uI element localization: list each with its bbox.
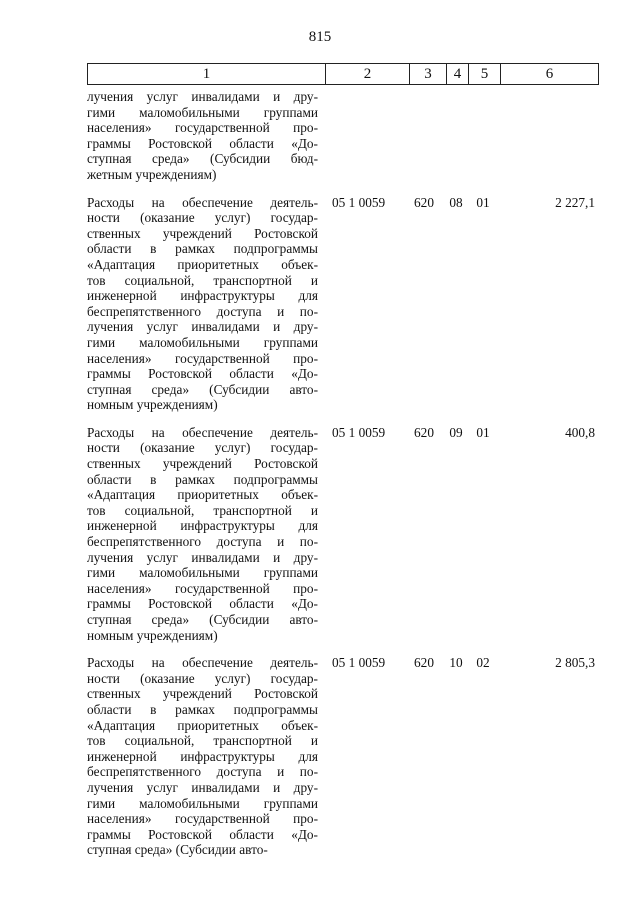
description-line: ственных учреждений Ростовской [87,686,318,702]
table-row [87,195,599,413]
description-line: ности (оказание услуг) государ- [87,440,318,456]
row-pr: 01 [476,424,490,440]
description-line: гими маломобильными группами [87,565,318,581]
header-col-1: 1 [202,66,211,82]
description-line: лучения услуг инвалидами и дру- [87,89,318,104]
description-line: населения» государственной про- [87,350,318,366]
header-col-5: 5 [468,64,500,84]
description-line: ступная среда» (Субсидии авто- [87,381,318,397]
description-line: «Адаптация приоритетных объек- [87,256,318,272]
description-line: гими маломобильными группами [87,334,318,350]
table-row [87,655,599,858]
description-line: беспрепятственного доступа и по- [87,303,318,319]
row-code: 05 1 0059 [332,424,386,440]
description-line: граммы Ростовской области «До- [87,135,318,151]
row-description [87,655,318,858]
table-header [87,63,599,85]
row-rz: 09 [449,424,463,440]
header-col-3: 3 [409,64,446,84]
description-line: области в рамках подпрограммы [87,701,318,717]
row-code: 05 1 0059 [332,655,386,671]
row-description [87,195,318,413]
description-line: населения» государственной про- [87,580,318,596]
description-line: населения» государственной про- [87,120,318,136]
description-line: инженерной инфраструктуры для [87,288,318,304]
description-line: гими маломобильными группами [87,104,318,120]
description-line: лучения услуг инвалидами и дру- [87,319,318,335]
row-pr: 01 [476,194,490,210]
description-line: лучения услуг инвалидами и дру- [87,779,318,795]
description-line: инженерной инфраструктуры для [87,518,318,534]
row-pr: 02 [476,655,490,671]
description-line: ственных учреждений Ростовской [87,456,318,472]
row-amount: 400,8 [565,424,595,440]
description-line: граммы Ростовской области «До- [87,596,318,612]
description-line: номным учреждениям) [87,397,218,413]
row-vr: 620 [414,194,434,210]
description-line: ступная среда» (Субсидии бюд- [87,151,318,167]
description-line: жетным учреждениям) [87,166,217,182]
description-line: ступная среда» (Субсидии авто- [87,842,268,858]
description-line: Расходы на обеспечение деятель- [87,194,318,210]
row-vr: 620 [414,655,434,671]
header-col-6: 6 [500,64,598,84]
description-line: номным учреждениям) [87,627,218,643]
row-rz: 10 [449,655,463,671]
table-row [87,425,599,643]
description-line: «Адаптация приоритетных объек- [87,717,318,733]
description-line: Расходы на обеспечение деятель- [87,655,318,671]
description-line: беспрепятственного доступа и по- [87,764,318,780]
description-line: беспрепятственного доступа и по- [87,534,318,550]
table-body [87,89,599,870]
description-line: ности (оказание услуг) государ- [87,210,318,226]
description-line: гими маломобильными группами [87,795,318,811]
header-col-4: 4 [446,64,468,84]
row-vr: 620 [414,424,434,440]
row-code: 05 1 0059 [332,194,386,210]
page-number: 815 [308,29,332,45]
description-line: граммы Ростовской области «До- [87,826,318,842]
header-col-2: 2 [325,64,409,84]
description-line: ности (оказание услуг) государ- [87,670,318,686]
description-line: ственных учреждений Ростовской [87,225,318,241]
row-description [87,425,318,643]
description-line: лучения услуг инвалидами и дру- [87,549,318,565]
description-line: тов социальной, транспортной и [87,502,318,518]
description-line: ступная среда» (Субсидии авто- [87,612,318,627]
description-line: тов социальной, транспортной и [87,272,318,288]
description-line: инженерной инфраструктуры для [87,748,318,764]
description-line: граммы Ростовской области «До- [87,366,318,382]
row-rz: 08 [449,194,463,210]
row-amount: 2 805,3 [555,655,595,671]
description-line: Расходы на обеспечение деятель- [87,424,318,440]
description-line: «Адаптация приоритетных объек- [87,487,318,503]
row-description [87,89,318,183]
description-line: области в рамках подпрограммы [87,471,318,487]
description-line: населения» государственной про- [87,811,318,827]
table-row [87,89,599,183]
description-line: тов социальной, транспортной и [87,733,318,749]
row-amount: 2 227,1 [555,194,595,210]
description-line: области в рамках подпрограммы [87,241,318,257]
